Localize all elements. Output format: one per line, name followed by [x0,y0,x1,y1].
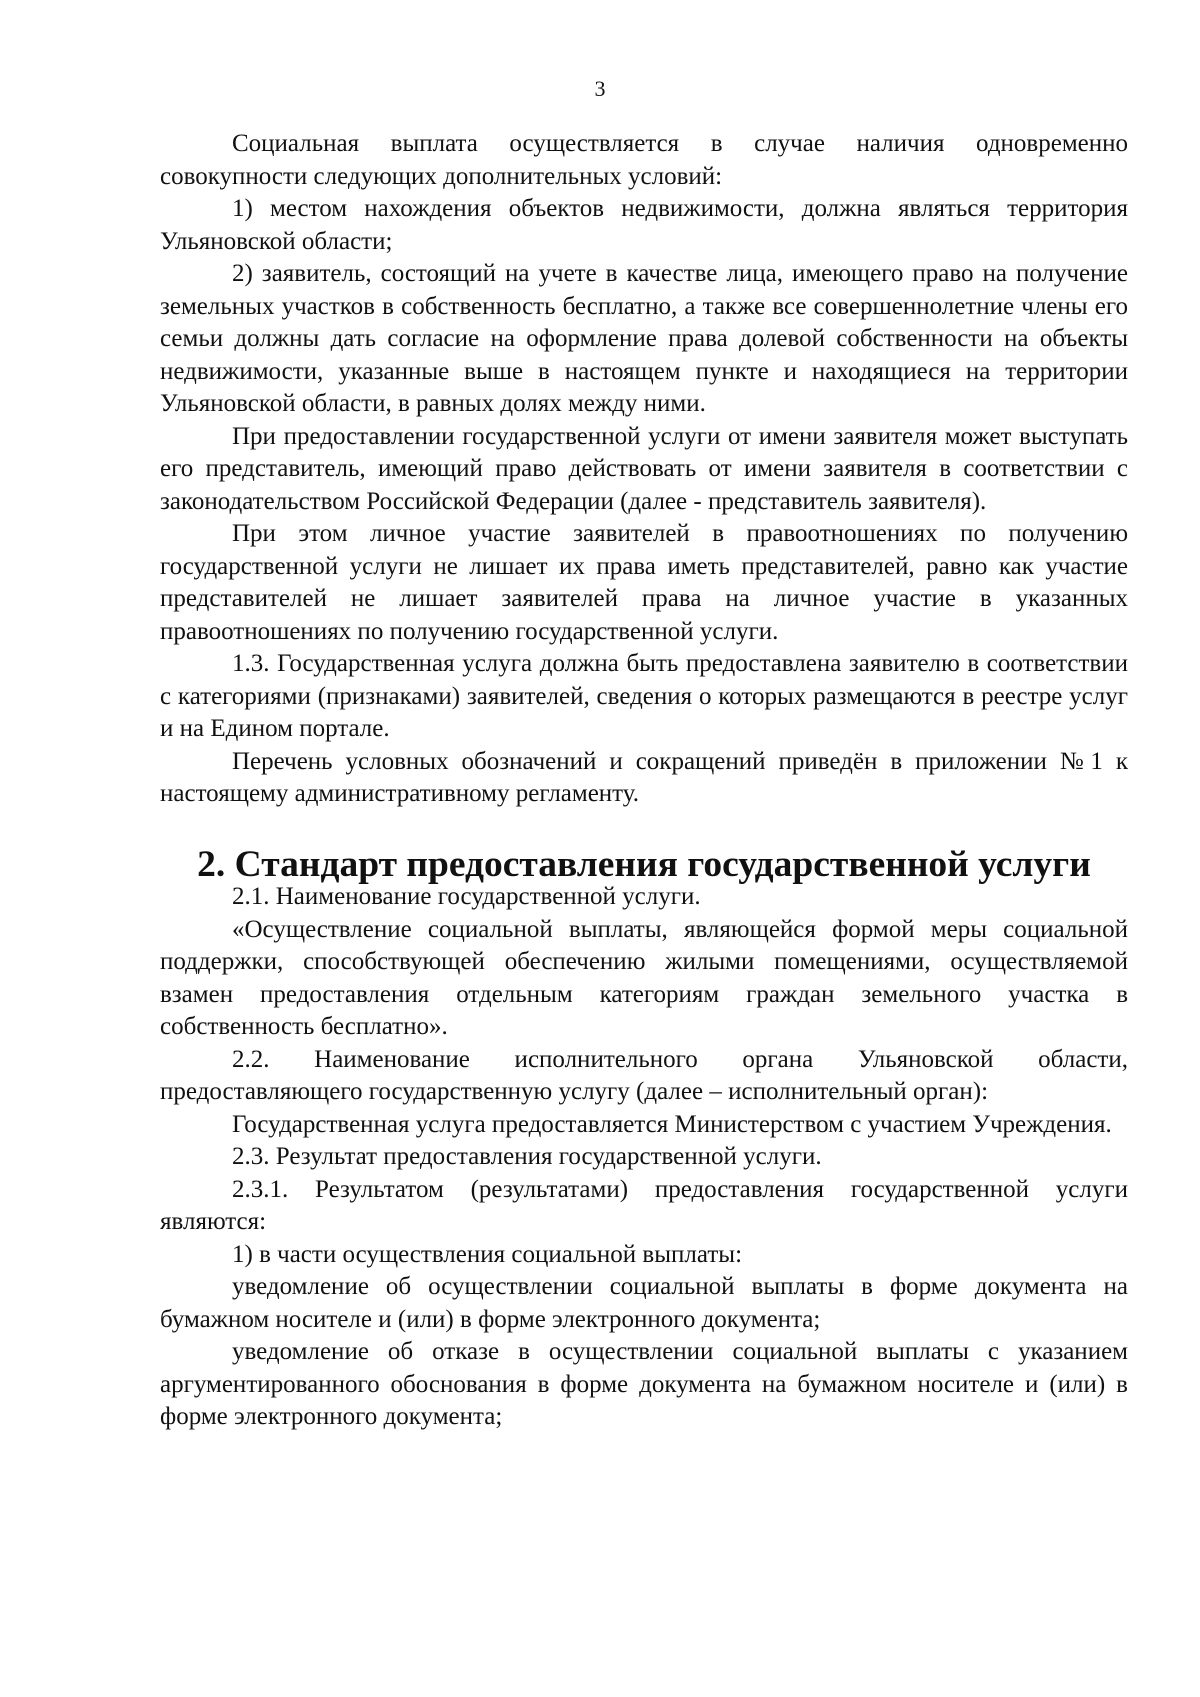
paragraph-condition-1: 1) местом нахождения объектов недвижимости, должна являться территория Ульяновской области; [160,195,1128,255]
paragraph-representative: При предоставлении государственной услуги от имени заявителя может выступать его представитель, имеющий право действовать от имени заявителя в соответствии с законодательством Российской Федерации (далее - представитель заявителя). [160,422,1128,515]
section-2-heading: 2. Стандарт предоставления государственной услуги [197,843,1091,885]
paragraph-2-2: 2.2. Наименование исполнительного органа Ульяновской области, предоставляющего государственную услугу (далее – исполнительный орган): [160,1045,1128,1105]
paragraph-result-part-1: 1) в части осуществления социальной выплаты: [232,1240,743,1268]
paragraph-service-name: «Осуществление социальной выплаты, являющейся формой меры социальной поддержки, способствующей обеспечению жилыми помещениями, осуществляемой взамен предоставления отдельным категориям граждан земельного участка в собственность бесплатно». [160,915,1128,1040]
paragraph-abbreviations: Перечень условных обозначений и сокращений приведён в приложении №1 к настоящему административному регламенту. [160,747,1128,807]
paragraph-condition-2: 2) заявитель, состоящий на учете в качестве лица, имеющего право на получение земельных участков в собственность бесплатно, а также все совершеннолетние члены его семьи должны дать согласие на оформление права долевой собственности на объекты недвижимости, указанные выше в настоящем пункте и находящиеся на территории Ульяновской области, в равных долях между ними. [160,260,1128,417]
paragraph-ministry: Государственная услуга предоставляется Министерством с участием Учреждения. [232,1110,1112,1138]
paragraph-notice-refusal: уведомление об отказе в осуществлении социальной выплаты с указанием аргументированного обоснования в форме документа на бумажном носителе и (или) в форме электронного документа; [160,1338,1128,1430]
document-body [160,128,1128,1434]
paragraph-personal-participation: При этом личное участие заявителей в правоотношениях по получению государственной услуги не лишает их права иметь представителей, равно как участие представителей не лишает заявителей права на личное участие в указанных правоотношениях по получению государственной услуги. [160,520,1128,645]
paragraph-2-1: 2.1. Наименование государственной услуги. [232,883,701,910]
paragraph-notice-payment: уведомление об осуществлении социальной выплаты в форме документа на бумажном носителе и (или) в форме электронного документа; [160,1273,1128,1333]
paragraph-2-3-1: 2.3.1. Результатом (результатами) предоставления государственной услуги являются: [160,1175,1128,1235]
paragraph-2-3: 2.3. Результат предоставления государственной услуги. [232,1143,822,1170]
paragraph-conditions-intro: Социальная выплата осуществляется в случае наличия одновременно совокупности следующих дополнительных условий: [160,130,1128,190]
paragraph-1-3: 1.3. Государственная услуга должна быть предоставлена заявителю в соответствии с категориями (признаками) заявителей, сведения о которых размещаются в реестре услуг и на Едином портале. [160,650,1128,742]
page-number: 3 [594,76,606,101]
